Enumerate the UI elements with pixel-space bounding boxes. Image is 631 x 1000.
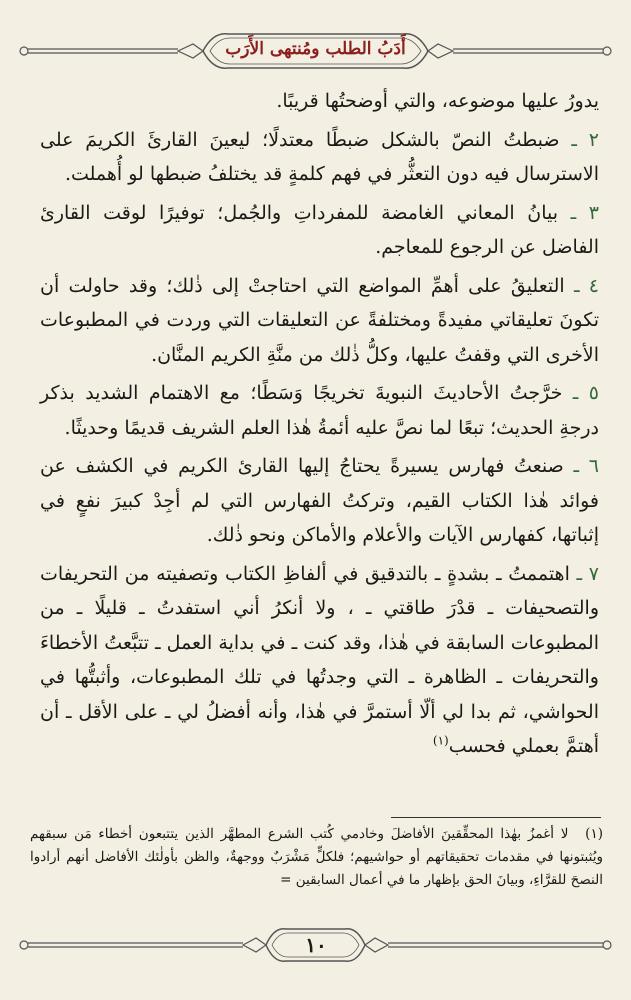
item-number-3: ٣ ـ — [570, 201, 600, 224]
footnote-number: (١) — [585, 826, 603, 842]
paragraph-4-text: التعليقُ على أهمِّ المواضع التي احتاجتْ إلى ذٰلك؛ وقد حاولت أن تكونَ تعليقاتي مفيدةً ومختلفةً عن التعليقات التي وردت في المطبوعات الأخرى التي وقفتُ عليها، وكلُّ ذٰلك من منَّةِ الكريم المنَّان. — [40, 274, 599, 366]
paragraph-4 — [40, 269, 599, 373]
paragraph-3 — [40, 196, 599, 265]
page-footer — [18, 915, 613, 975]
item-number-2: ٢ ـ — [571, 128, 600, 151]
item-number-4: ٤ ـ — [573, 274, 600, 297]
paragraph-2-text: ضبطتُ النصّ بالشكل ضبطًا معتدلًا؛ ليعينَ القارئَ الكريمَ على الاسترسال فيه دون التعثُّر في فهم كلمةٍ قد يختلفُ ضبطها لو أُهملت. — [40, 128, 599, 185]
footnote-text: لا أغمزُ بهٰذا المحقِّقينَ الأفاضلَ وخادمي كُتب الشرع المطهَّر الذين يتتبعون أخطاء مَن سبقهم ويُثبتونها في مقدمات تحقيقاتهم أو حواشيهم؛ فلكلٍّ مَشْرَبٌ ووجهةٌ، والظن بأولٰئك الأفاضل أنهم أرادوا النصحَ للقرَّاءِ، وبيانَ الحق بإظهار ما في أعمال السابقين — [30, 826, 603, 888]
item-number-6: ٦ ـ — [573, 455, 599, 477]
footnote-divider — [391, 817, 601, 818]
paragraph-0-text: يدورُ عليها موضوعه، والتي أوضحتُها قريبًا. — [276, 90, 599, 112]
footnote — [30, 823, 603, 892]
paragraph-5 — [40, 376, 599, 445]
footnote-reference[interactable]: (١) — [432, 733, 449, 748]
footnote-continuation-mark: = — [280, 872, 292, 888]
main-text — [40, 84, 599, 768]
paragraph-3-text: بيانُ المعاني الغامضة للمفرداتِ والجُمل؛ توفيرًا لوقت القارئ الفاضل عن الرجوع للمعاجم. — [40, 201, 599, 258]
paragraph-2 — [40, 123, 599, 192]
paragraph-5-text: خرَّجتُ الأحاديثَ النبويةَ تخريجًا وَسَطًا؛ مع الاهتمام الشديد بذكر درجةِ الحديث؛ تبعًا لما نصَّ عليه أئمةُ هٰذا العلم الشريف قديمًا وحديثًا. — [40, 382, 599, 439]
paragraph-7 — [40, 557, 599, 764]
paragraph-0 — [40, 84, 599, 119]
running-title: أَدَبُ الطلب ومُنتهى الأَرَب — [225, 39, 406, 59]
paragraph-6-text: صنعتُ فهارس يسيرةً يحتاجُ إليها القارئ الكريم في الكشف عن فوائد هٰذا الكتاب القيم، وتركتُ الفهارس التي لم أجِدْ كبيرَ نفعٍ في إثباتها، كفهارس الآيات والأعلام والأماكن ونحو ذٰلك. — [40, 455, 599, 546]
item-number-7: ٧ ـ — [576, 562, 599, 585]
page-header — [18, 14, 613, 74]
paragraph-7-text: اهتممتُ ـ بشدةٍ ـ بالتدقيق في ألفاظِ الكتاب وتصفيته من التحريفات والتصحيفات ـ قدْرَ طاقتي ـ ، ولا أنكرُ أني استفدتُ ـ قليلًا ـ من المطبوعات السابقة في هٰذا، وقد كنت ـ في بداية العمل ـ تتبَّعتُ الأخطاءَ والتحريفات ـ الظاهرة ـ التي وجدتُها في تلك المطبوعات، وأثبتُّها في الحواشي، ثم بدا لي ألّا أستمرَّ في هٰذا، وأنه أفضلُ لي ـ على الأقل ـ أن أهتمَّ بعملي فحسب — [40, 562, 599, 757]
item-number-5: ٥ ـ — [572, 382, 599, 404]
page-number: ١٠ — [305, 933, 327, 957]
paragraph-6 — [40, 449, 599, 553]
